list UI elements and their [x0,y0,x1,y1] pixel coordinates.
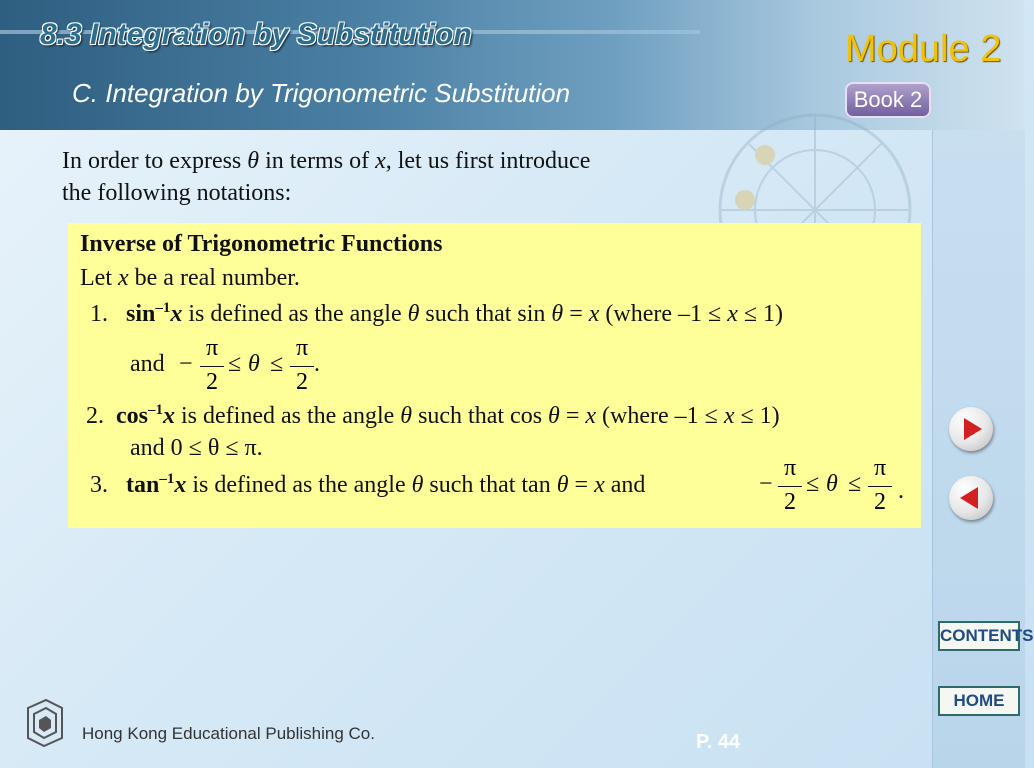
box-heading: Inverse of Trigonometric Functions [80,231,443,257]
definition-item-2 [86,402,780,430]
theta-symbol: θ [548,403,560,429]
le-sign: ≤ [270,351,284,377]
definition-text: such that tan [423,472,557,498]
le-sign: ≤ [228,351,242,377]
definition-text: is defined as the angle [175,403,401,429]
period: . [898,478,904,504]
definition-text: such that sin [419,301,552,327]
page-number: P. 44 [696,731,741,753]
fraction-denominator: 2 [784,489,796,515]
fraction-denominator: 2 [874,489,886,515]
definition-item-1 [90,300,783,328]
and-text: and [130,351,165,377]
fraction-denominator: 2 [206,369,218,395]
item-number: 1. [90,301,108,327]
home-button[interactable]: HOME [938,686,1020,716]
variable-x: x [163,403,175,429]
equals-sign: = [563,301,589,327]
item-number: 2. [86,403,104,429]
function-name: sin [126,301,156,327]
minus-sign: − [179,351,193,377]
section-title: 8.3 Integration by Substitution [40,18,472,51]
fraction-bar [778,486,802,487]
variable-x: x [117,265,129,291]
next-slide-button[interactable] [949,407,993,451]
variable-x: x [723,403,735,429]
theta-symbol: θ [407,301,420,327]
variable-x: x [375,148,386,174]
fraction-numerator: π [873,455,887,481]
theta-symbol: θ [400,403,413,429]
fraction-numerator: π [295,335,309,361]
definition-item-3 [90,471,645,499]
cos-range-text: and 0 ≤ θ ≤ π. [130,435,263,461]
fraction-bar [290,366,314,367]
variable-x: x [727,301,738,327]
let-text: Let [80,265,118,291]
intro-paragraph [62,145,702,209]
condition-text: ≤ 1) [737,301,784,327]
fraction-numerator: π [205,335,219,361]
fraction-bar [868,486,892,487]
left-arrow-icon [949,476,993,520]
function-name: cos [116,403,148,429]
previous-slide-button[interactable] [949,476,993,520]
book-badge: Book 2 [845,82,931,118]
variable-x: x [170,301,183,327]
fraction-numerator: π [783,455,797,481]
variable-x: x [594,472,605,498]
period: . [314,351,320,377]
variable-x: x [174,472,187,498]
variable-x: x [588,301,600,327]
theta-symbol: θ [248,351,260,377]
fraction-denominator: 2 [296,369,308,395]
theta-symbol: θ [556,472,569,498]
equals-sign: = [559,403,586,429]
theta-symbol: θ [411,472,424,498]
theta-symbol: θ [247,148,260,174]
let-statement [80,265,300,292]
minus-sign: − [759,471,773,497]
and-text: and [604,472,646,498]
let-text: be a real number. [128,265,300,291]
definition-text: is defined as the angle [182,301,408,327]
equals-sign: = [568,472,595,498]
definition-text: such that cos [412,403,549,429]
condition-text: ≤ 1) [734,403,780,429]
theta-symbol: θ [551,301,564,327]
inverse-superscript: –1 [155,300,171,316]
contents-button[interactable]: CONTENTS [938,621,1020,651]
module-label: Module 2 [845,28,1002,70]
right-arrow-icon [949,407,993,451]
function-name: tan [126,472,160,498]
inverse-superscript: –1 [148,402,163,418]
inverse-superscript: –1 [159,471,175,487]
intro-text: in terms of [259,148,376,174]
theta-symbol: θ [826,471,838,497]
definition-text: is defined as the angle [186,472,412,498]
publisher-name: Hong Kong Educational Publishing Co. [82,724,375,743]
condition-text: (where –1 ≤ [596,403,724,429]
definition-box [68,223,921,528]
fraction-bar [200,366,224,367]
intro-text: the following notations: [62,180,292,206]
le-sign: ≤ [848,471,862,497]
le-sign: ≤ [806,471,820,497]
subsection-title: C. Integration by Trigonometric Substitution [72,78,571,108]
variable-x: x [585,403,597,429]
publisher-logo-icon [24,698,66,748]
intro-text: In order to express [62,148,248,174]
condition-text: (where –1 ≤ [599,301,728,327]
intro-text: , let us first introduce [385,148,591,174]
item-number: 3. [90,472,108,498]
